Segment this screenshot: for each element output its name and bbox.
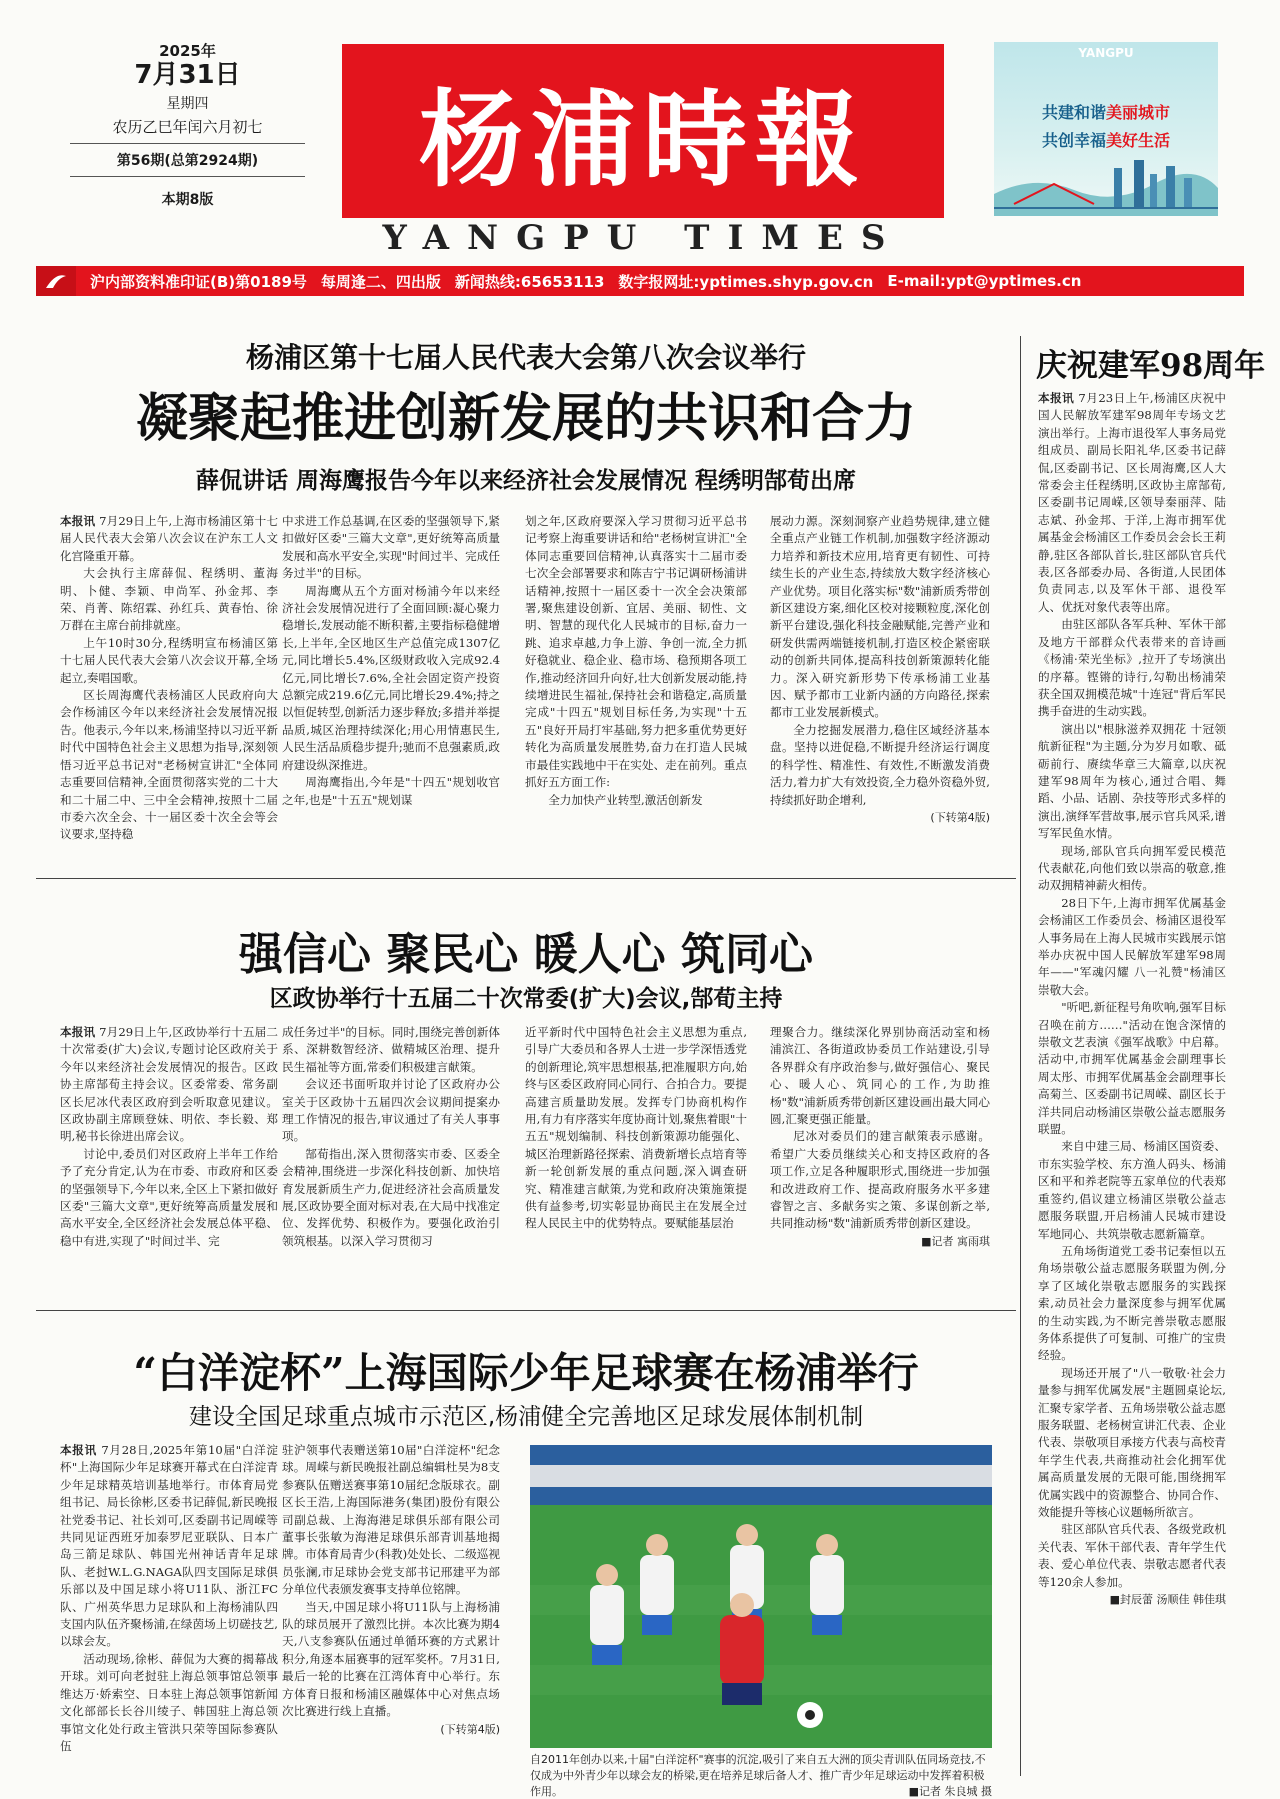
story1-column-4: 展动力源。深刻洞察产业趋势规律,建立健全重点产业链工作机制,加强数字经济源动力培养和新技术应用,培育更有韧性、可持续生长的产业生态,持续放大数字经济核心产业优势。项目化落实标"数"浦新质秀带创新区建设方案,细化区校对接颗粒度,深化创新平台建设,强化科技金融赋能,完善产业和研发供需两端链接机制,打造区校企紧密联动的创新共同体,提高科技创新策源转化能力。深入研究新形势下传承杨浦工业基因、赋予都市工业新内涵的方向路径,探索都市工业发展新模式。 全力挖掘发展潜力,稳住区域经济基本盘。坚持以进促稳,不断提升经济运行调度的科学性、精准性、有效性,不断激发消费活力,着力扩大有效投资,全力稳外资稳外贸,持续抓好助企增利, (下转第4版)	[770, 513, 990, 865]
newspaper-logo	[342, 44, 944, 218]
banner-schedule: 每周逢二、四出版	[320, 272, 441, 291]
story2-column-2: 成任务过半"的目标。同时,围绕完善创新体系、深耕数智经济、做精城区治理、提升民生福祉等方面,常委们积极建言献策。 会议还书面听取并讨论了区政府办公室关于区政协十五届四次会议期间提案办理工作情况的报告,审议通过了有关人事事项。 郜荀指出,深入贯彻落实市委、区委全会精神,围绕进一步深化科技创新、加快培育发展新质生产力,促进经济社会高质量发展,区政协要全面对标对表,在大局中找准定位、发挥优势、积极作为。要强化政治引领筑根基。以深入学习贯彻习	[282, 1025, 500, 1248]
side-column: 本报讯 7月23日上午,杨浦区庆祝中国人民解放军建军98周年专场文艺演出举行。上海市退役军人事务局党组成员、副局长阳礼华,区委书记薛侃,区委副书记、区长周海鹰,区人大常委会主任程绣明,区政协主席郜荀,区委副书记周嵘,区领导秦丽萍、陆志斌、孙金邦、于洋,上海市拥军优属基金会杨浦区工作委员会会长王莉静,驻区各部队首长,驻区部队官兵代表,区各部委办局、各街道,人民团体负责同志,以及军休干部、退役军人、优抚对象代表等出席。 由驻区部队各军兵种、军休干部及地方干部群众代表带来的音诗画《杨浦·荣光坐标》,拉开了专场演出的序幕。铿锵的诗行,勾勒出杨浦荣获全国双拥模范城"十连冠"背后军民携手奋进的生动实践。 演出以"根脉滋养双拥花 十冠领航新征程"为主题,分为岁月如歌、砥砺前行、赓续华章三大篇章,以庆祝建军98周年为核心,通过合唱、舞蹈、小品、话剧、杂技等形式多样的演出,演绎军营故事,展示官兵风采,谱写军民鱼水情。 现场,部队官兵向拥军爱民模范代表献花,向他们致以崇高的敬意,推动双拥精神薪火相传。 28日下午,上海市拥军优属基金会杨浦区工作委员会、杨浦区退役军人事务局在上海人民城市实践展示馆举办庆祝中国人民解放军建军98周年——"军魂闪耀 八一礼赞"杨浦区崇敬大会。 "听吧,新征程号角吹响,强军目标召唤在前方……"活动在饱含深情的崇敬文艺表演《强军战歌》中启幕。活动中,市拥军优属基金会副理事长周太彤、市拥军优属基金会副理事长高菊兰、区委副书记周嵘、副区长于洋共同启动杨浦区崇敬公益志愿服务联盟。 来自中建三局、杨浦区国资委、市东实验学校、东方渔人码头、杨浦区和平和养老院等五家单位的代表郑重签约,倡议建立杨浦区崇敬公益志愿服务联盟,开启杨浦人民城市建设军地同心、共筑崇敬志愿新篇章。 五角场街道党工委书记秦恒以五角场崇敬公益志愿服务联盟为例,分享了区域化崇敬志愿服务的实践探索,动员社会力量深度参与拥军优属的生动实践,为不断完善崇敬志愿服务体系提供了可复制、可推广的宝贵经验。 现场还开展了"八一敬敬·社会力量参与拥军优属发展"主题圆桌论坛,汇聚专家学者、五角场崇敬公益志愿服务联盟、老杨树宣讲汇代表、企业代表、崇敬项目承接方代表与高校青年学生代表,共商推动社会化拥军优属高质量发展的无限可能,围绕拥军优属实践中的资源整合、协同合作、效能提升等核心议题畅所欲言。 驻区部队官兵代表、各级党政机关代表、军休干部代表、青年学生代表、爱心单位代表、崇敬志愿者代表等120余人参加。 ■封辰蕾 汤顺佳 韩佳琪	[1038, 390, 1226, 1782]
seal-icon	[36, 266, 76, 296]
story2-headline: 强信心 聚民心 暖人心 筑同心	[239, 929, 813, 980]
side-lead: 本报讯	[1038, 391, 1075, 405]
skyline-icon	[994, 154, 1218, 216]
story3-lead: 本报讯	[60, 1443, 97, 1457]
story1-column-3: 划之年,区政府要深入学习贯彻习近平总书记考察上海重要讲话和给"老杨树宣讲汇"全体同志重要回信精神,认真落实十二届市委七次全会部署要求和陈吉宁书记调研杨浦讲话精神,按照十一届区委十一次全会决策部署,聚焦建设创新、宜居、美丽、韧性、文明、智慧的现代化人民城市的目标,奋力一跳、追求卓越,力争上游、争创一流,全力抓好稳就业、稳企业、稳市场、稳预期各项工作,推动经济回升向好,壮大创新发展动能,持续增进民生福祉,保持社会和谐稳定,高质量完成"十四五"规划目标任务,为实现"十五五"良好开局打牢基础,努力把多重优势更好转化为高质量发展胜势,奋力在打造人民城市最佳实践地中干在实处、走在前列。重点抓好五方面工作: 全力加快产业转型,激活创新发	[525, 514, 747, 807]
date-month-day: 7月31日	[134, 60, 241, 90]
banner-permit: 沪内部资料准印证(B)第0189号	[90, 272, 307, 291]
date-year: 2025年	[159, 42, 216, 60]
story3-column-2: 驻沪领事代表赠送第10届"白洋淀杯"纪念球。周嵘与新民晚报社副总编辑杜昊为8支参赛队伍赠送赛事第10届纪念版球衣。副区长王浩,上海国际港务(集团)股份有限公司副总裁、上海海港足球俱乐部有限公司董事长张敏为海港足球俱乐部青训基地揭牌。市体育局青少(科教)处处长、二级巡视员张澜,市足球协会党支部书记邢建平为部分单位代表颁发赛事支持单位铭牌。 当天,中国足球小将U11队与上海杨浦队的球员展开了激烈比拼。本次比赛为期4天,八支参赛队伍通过单循环赛的方式累计积分,角逐本届赛事的冠军奖杯。7月31日,最后一轮的比赛在江湾体育中心举行。东方体育日报和杨浦区融媒体中心对焦点场次比赛进行线上直播。 (下转第4版)	[282, 1442, 500, 1778]
photo-caption: 自2011年创办以来,十届"白洋淀杯"赛事的沉淀,吸引了来自五大洲的顶尖青训队伍同场竞技,不仅成为中外青少年以球会友的桥梁,更在培养足球后备人才、推广青少年足球运动中发挥着积极作用。 ■记者 朱良城 摄	[530, 1753, 992, 1798]
banner-hotline: 新闻热线:65653113	[454, 272, 605, 291]
story2-subhead: 区政协举行十五届二十次常委(扩大)会议,郜荀主持	[269, 986, 783, 1012]
logo-title-en: YANGPU TIMES	[382, 218, 904, 258]
story2-column-3: 近平新时代中国特色社会主义思想为重点,引导广大委员和各界人士进一步学深悟透党的创新理论,筑牢思想根基,把准履职方向,始终与区委区政府同心同行、合拍合力。要提高建言质量助发展。发挥专门协商机构作用,有力有序落实年度协商计划,聚焦着眼"十五五"规划编制、科技创新策源功能强化、城区治理新路径探索、消费新增长点培育等新一轮创新发展的重点问题,深入调查研究、精准建言献策,为党和政府决策施策提供有益参考,切实彰显协商民主在发展全过程人民民主中的优势特点。要赋能基层治	[525, 1025, 747, 1231]
story2-byline: ■记者 寓雨琪	[921, 1234, 990, 1248]
story2-column-1: 本报讯 7月29日上午,区政协举行十五届二十次常委(扩大)会议,专题讨论区政府关于今年以来经济社会发展情况的报告。区政协主席郜荀主持会议。区委常委、常务副区长尼冰代表区政府到会听取意见建议。区政协副主席顾登妹、明依、李长毅、郑明,秘书长徐进出席会议。 讨论中,委员们对区政府上半年工作给予了充分肯定,认为在市委、市政府和区委的坚强领导下,今年以来,全区上下紧扣做好区委"三篇大文章",更好统筹高质量发展和高水平安全,全区经济社会发展总体平稳、稳中有进,实现了"时间过半、完	[60, 1025, 278, 1248]
banner-web: 数字报网址:yptimes.shyp.gov.cn	[618, 272, 874, 291]
issue-number: 第56期(总第2924期)	[116, 152, 259, 169]
slogan-ad	[994, 42, 1218, 216]
story3-continued: (下转第4版)	[440, 1722, 500, 1736]
date-block	[70, 40, 305, 209]
story1-subhead: 薛侃讲话 周海鹰报告今年以来经济社会发展情况 程绣明郜荀出席	[195, 468, 856, 494]
section-divider	[36, 1310, 1016, 1311]
column-divider	[1020, 336, 1021, 1776]
side-title: 庆祝建军98周年	[1036, 348, 1266, 384]
date-lunar: 农历乙巳年闰六月初七	[112, 117, 263, 136]
story1-continued: (下转第4版)	[930, 810, 990, 824]
story1-column-1: 本报讯 7月29日上午,上海市杨浦区第十七届人民代表大会第八次会议在沪东工人文化宫隆重开幕。 大会执行主席薛侃、程绣明、董海明、卜健、李颖、申尚军、孙金邦、李荣、肖菁、陈绍霖、孙红兵、黄春怡、徐万群在主席台前排就座。 上午10时30分,程绣明宣布杨浦区第十七届人民代表大会第八次会议开幕,全场起立,奏唱国歌。 区长周海鹰代表杨浦区人民政府向大会作杨浦区今年以来经济社会发展情况报告。他表示,今年以来,杨浦坚持以习近平新时代中国特色社会主义思想为指导,深刻领悟习近平总书记对"老杨树宣讲汇"全体同志重要回信精神,全面贯彻落实党的二十大和二十届二中、三中全会精神,按照十二届市委六次全会、十一届区委十次全会等会议要求,坚持稳	[60, 514, 278, 842]
story1-column-2: 中求进工作总基调,在区委的坚强领导下,紧扣做好区委"三篇大文章",更好统筹高质量发展和高水平安全,实现"时间过半、完成任务过半"的目标。 周海鹰从五个方面对杨浦今年以来经济社会发展情况进行了全面回顾:凝心聚力稳增长,发展动能不断积蓄,主要指标稳健增长,上半年,全区地区生产总值完成1307亿元,同比增长5.4%,区级财政收入完成92.4亿元,同比增长7.6%,全社会固定资产投资总额完成219.6亿元,同比增长29.4%;持之以恒促转型,创新活力逐步释放;多措并举提品质,城区治理持续深化;用心用情惠民生,人民生活品质稳步提升;驰而不息强素质,政府建设纵深推进。 周海鹰指出,今年是"十四五"规划收官之年,也是"十五五"规划谋	[282, 514, 500, 807]
ad-tag: YANGPU	[1078, 46, 1134, 60]
story3-column-1: 本报讯 7月28日,2025年第10届"白洋淀杯"上海国际少年足球赛开幕式在白洋淀青少年足球精英培训基地举行。市体育局党组书记、局长徐彬,区委书记薛侃,新民晚报社党委书记、社长刘可,区委副书记周嵘等共同见证西班牙加泰罗尼亚联队、日本广岛三箭足球队、韩国光州神话青年足球队、老挝W.L.G.NAGA队四支国际足球俱乐部以及中国足球小将U11队、浙江FC队、广州英华思力足球队和上海杨浦队四支国内队伍齐聚杨浦,在绿茵场上切磋技艺,以球会友。 活动现场,徐彬、薛侃为大赛的揭幕战开球。刘可向老挝驻上海总领事馆总领事维达万·娇索空、日本驻上海总领事馆新闻文化部部长长谷川绫子、韩国驻上海总领事馆文化处行政主管洪只荣等国际参赛队伍	[60, 1443, 278, 1753]
banner-email: E-mail:ypt@yptimes.cn	[887, 272, 1082, 290]
story3-headline: “白洋淀杯”上海国际少年足球赛在杨浦举行	[133, 1349, 919, 1397]
section-divider	[36, 878, 1016, 879]
story2-lead: 本报讯	[60, 1025, 96, 1039]
football-match-icon	[530, 1445, 992, 1748]
story1-headline: 凝聚起推进创新发展的共识和合力	[135, 389, 916, 449]
story1-kicker: 杨浦区第十七届人民代表大会第八次会议举行	[245, 341, 806, 374]
ad-line-2: 共创幸福美好生活	[1041, 131, 1171, 150]
photo-credit: ■记者 朱良城 摄	[908, 1785, 992, 1798]
date-divider	[70, 143, 305, 144]
story1-lead: 本报讯	[60, 514, 96, 528]
logo-title-cn: 杨浦時報	[418, 78, 867, 201]
football-photo	[530, 1445, 992, 1748]
info-banner	[36, 266, 1244, 296]
page-count: 本期8版	[161, 191, 214, 208]
side-byline: ■封辰蕾 汤顺佳 韩佳琪	[1109, 1593, 1226, 1607]
story3-subhead: 建设全国足球重点城市示范区,杨浦健全完善地区足球发展体制机制	[188, 1404, 864, 1430]
story2-column-4: 理聚合力。继续深化界别协商活动室和杨浦滨江、各街道政协委员工作站建设,引导各界群众有序政治参与,做好强信心、聚民心、暖人心、筑同心的工作,为助推杨"数"浦新质秀带创新区建设画出最大同心圆,汇聚更强正能量。 尼冰对委员们的建言献策表示感谢。希望广大委员继续关心和支持区政府的各项工作,立足各种履职形式,围绕进一步加强和改进政府工作、提高政府服务水平多建睿智之言、多献务实之策、多谋创新之举,共同推动杨"数"浦新质秀带创新区建设。 ■记者 寓雨琪	[770, 1024, 990, 1292]
date-divider	[70, 176, 305, 177]
ad-line-1: 共建和谐美丽城市	[1041, 103, 1171, 122]
date-weekday: 星期四	[166, 95, 209, 112]
